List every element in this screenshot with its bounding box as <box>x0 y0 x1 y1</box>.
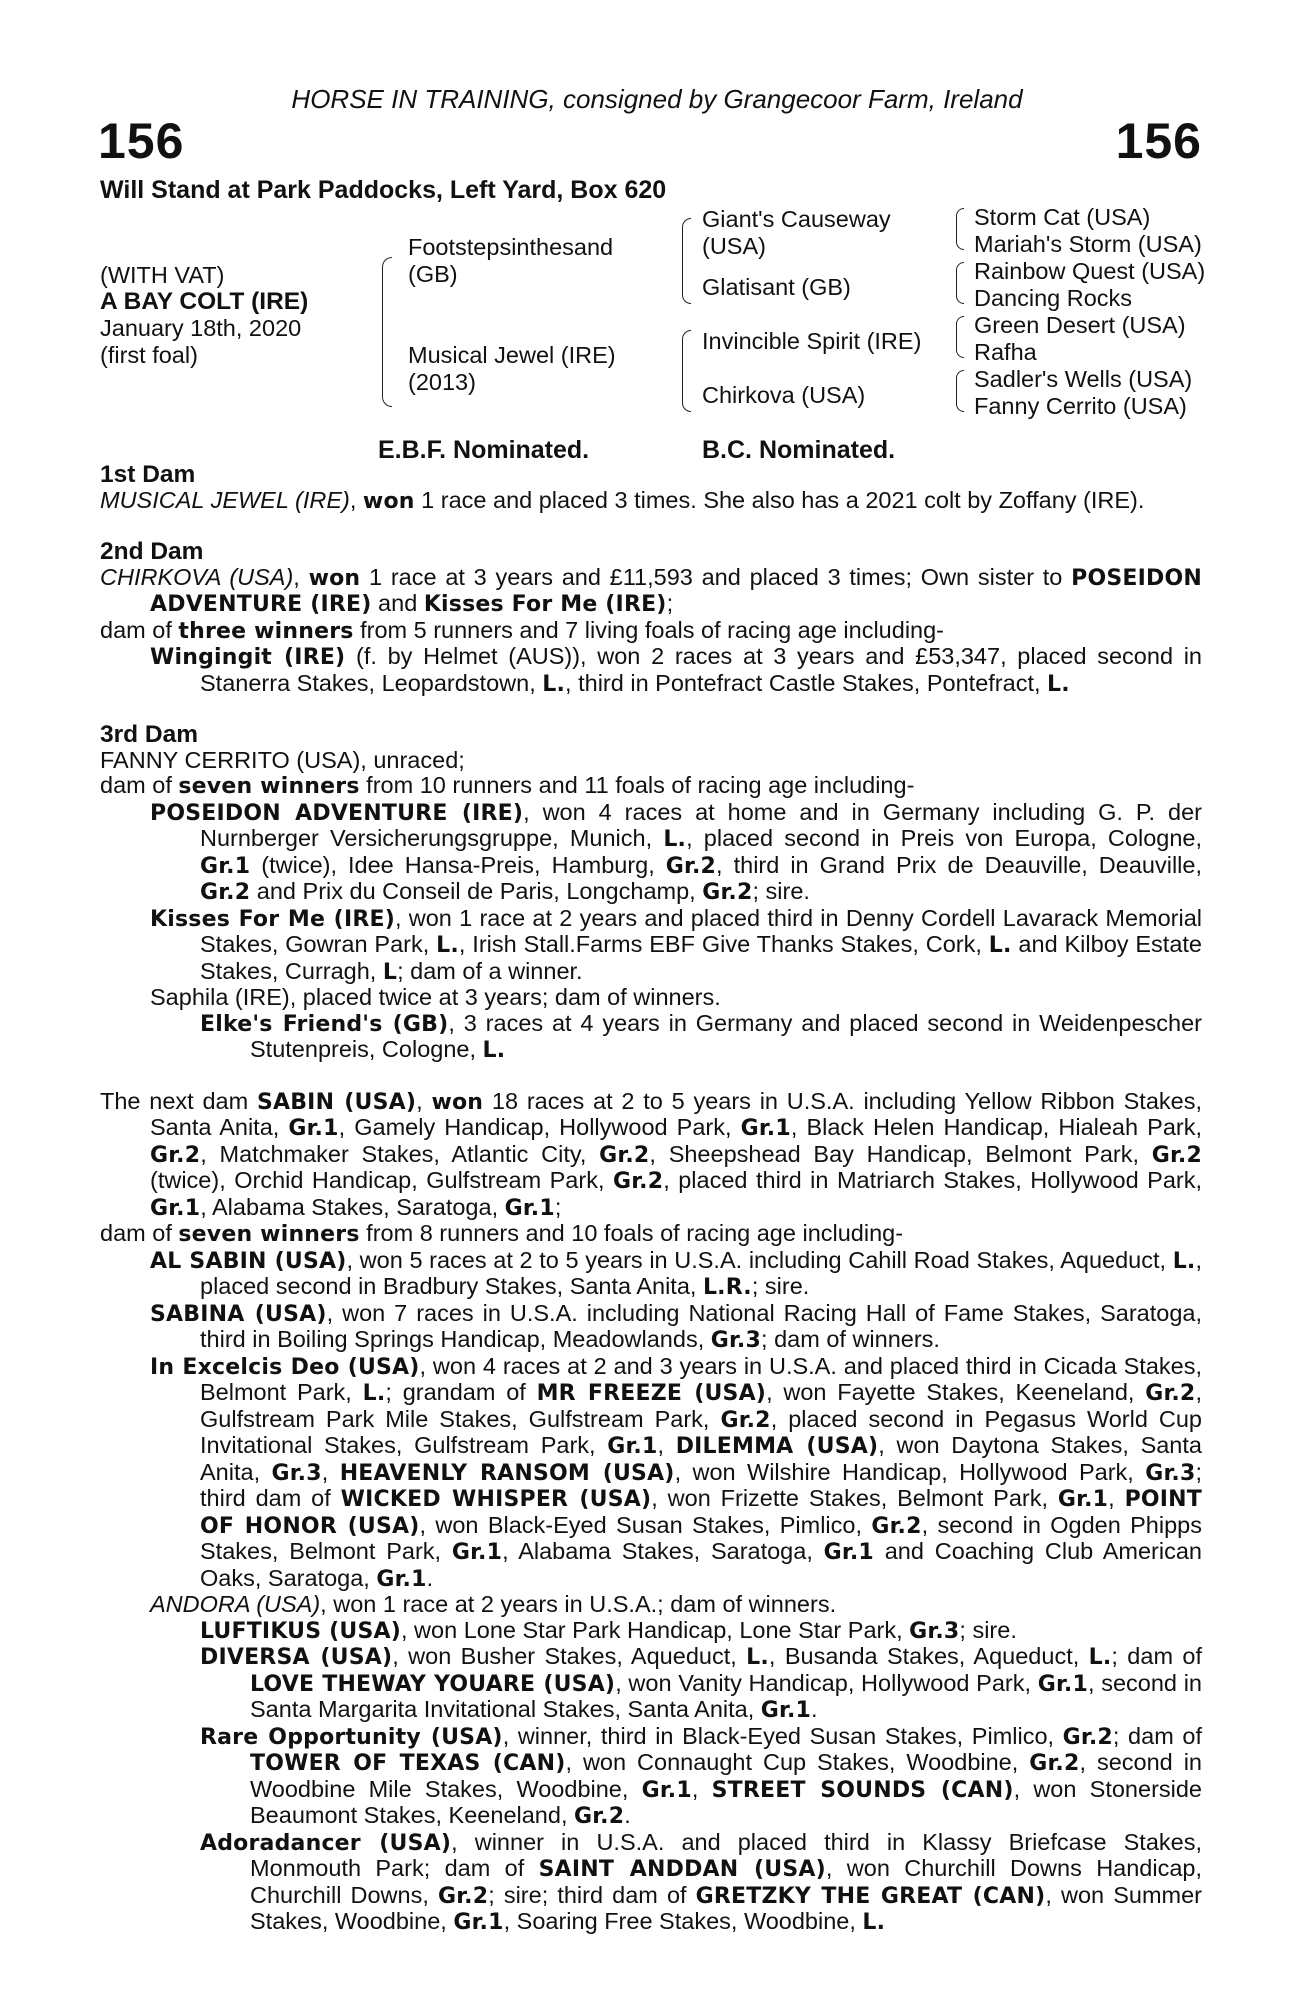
consignment-line: HORSE IN TRAINING, consigned by Grangecoor Farm, Ireland <box>291 84 1023 114</box>
text-run: , Busanda Stakes, Aqueduct, <box>768 1643 1089 1669</box>
text-run: , third in Pontefract Castle Stakes, Pontefract, <box>565 669 1048 696</box>
third-dam-heading: 3rd Dam <box>100 721 199 748</box>
italic-run: ANDORA (USA) <box>150 1591 321 1617</box>
bold-run: Gr.1 <box>451 1540 503 1565</box>
bold-run: WICKED WHISPER (USA) <box>340 1487 652 1512</box>
text-run: , 3 races at 4 years in Germany and placed second in Weidenpescher Stutenpreis, Cologne, <box>250 1009 1202 1062</box>
text-run: dam of <box>100 1220 179 1246</box>
brace-g3-1 <box>956 208 964 250</box>
sire-country: (GB) <box>408 261 458 287</box>
bold-run: POINT OF HONOR (USA) <box>200 1487 1202 1539</box>
horse-description: A BAY COLT (IRE) <box>100 288 309 315</box>
text-run: ; sire. <box>959 1616 1017 1643</box>
text-run: , Sheepshead Bay Handicap, Belmont Park, <box>649 1140 1152 1167</box>
bold-run: DIVERSA (USA) <box>200 1645 393 1670</box>
bold-run: won <box>362 488 415 514</box>
text-run: 1 race at 3 years and £11,593 and placed 3 times; Own sister to <box>360 563 1072 590</box>
text-run: , Matchmaker Stakes, Atlantic City, <box>200 1140 600 1167</box>
text-run: ; <box>666 590 674 616</box>
first-foal-note: (first foal) <box>100 342 198 368</box>
bold-run: Kisses For Me (IRE) <box>150 906 395 932</box>
text-run: , <box>293 563 309 590</box>
text-run: , won Wilshire Handicap, Hollywood Park, <box>674 1458 1146 1485</box>
bold-run: DILEMMA (USA) <box>675 1434 879 1459</box>
bold-run: Gr.2 <box>1029 1751 1080 1776</box>
bold-run: three winners <box>178 618 354 644</box>
text-run: , won Black-Eyed Susan Stakes, Pimlico, <box>419 1511 872 1538</box>
bold-run: Gr.1 <box>504 1195 555 1221</box>
next-dam-para-7 <box>100 1618 1202 1645</box>
g3-mariahs-storm: Mariah's Storm (USA) <box>974 231 1202 257</box>
text-run: , won Daytona Stakes, Santa Anita, <box>200 1432 1202 1485</box>
text-run: , won 7 races in U.S.A. including National Racing Hall of Fame Stakes, Saratoga, third in Boiling Springs Handicap, Meadowlands, <box>200 1299 1203 1352</box>
italic-run: MUSICAL JEWEL (IRE) <box>100 486 350 513</box>
bold-run: Gr.1 <box>150 1195 201 1221</box>
text-run: ; sire. <box>752 878 810 904</box>
bold-run: Gr.1 <box>740 1116 791 1141</box>
bold-run: Elke's Friend's (GB) <box>200 1011 449 1037</box>
text-run: FANNY CERRITO (USA), unraced; <box>100 746 465 773</box>
g3-rainbow-quest: Rainbow Quest (USA) <box>974 258 1206 284</box>
bold-run: L. <box>362 1381 386 1406</box>
bold-run: Gr.2 <box>150 1142 201 1168</box>
bold-run: L. <box>862 1910 886 1935</box>
text-run: and <box>371 590 424 616</box>
bold-run: won <box>431 1089 484 1115</box>
bold-run: Gr.1 <box>376 1566 427 1592</box>
text-run: , won 1 race at 2 years and placed third in Denny Cordell Lavarack Memorial Stakes, Gowran Park, <box>200 904 1202 957</box>
dam-name: Musical Jewel (IRE) <box>408 342 616 368</box>
bc-nomination: B.C. Nominated. <box>702 436 896 464</box>
text-run: Saphila (IRE), placed twice at 3 years; dam of winners. <box>150 984 721 1010</box>
text-run: and Kilboy Estate Stakes, Curragh, <box>200 931 1203 984</box>
next-dam-para-2 <box>100 1221 1202 1248</box>
bold-run: STREET SOUNDS (CAN) <box>711 1777 1014 1803</box>
bold-run: Gr.2 <box>1145 1381 1196 1406</box>
text-run: , <box>691 1775 712 1802</box>
bold-run: SABINA (USA) <box>150 1301 327 1327</box>
bold-run: L.R. <box>702 1275 752 1300</box>
text-run: , Soaring Free Stakes, Woodbine, <box>503 1908 863 1934</box>
third-dam-para-5 <box>100 985 1202 1011</box>
bold-run: Gr.1 <box>823 1540 874 1565</box>
text-run: , winner, third in Black-Eyed Susan Stakes, Pimlico, <box>502 1722 1063 1749</box>
bold-run: Gr.2 <box>871 1513 922 1539</box>
text-run: , won Busher Stakes, Aqueduct, <box>392 1643 747 1669</box>
text-run: 1 race and placed 3 times. She also has a 2021 colt by Zoffany (IRE). <box>414 486 1145 513</box>
bold-run: L <box>382 959 398 985</box>
text-run: ; sire; third dam of <box>488 1881 696 1908</box>
text-run: . <box>426 1564 434 1591</box>
bold-run: seven winners <box>178 774 360 799</box>
bold-run: POSEIDON ADVENTURE (IRE) <box>150 565 1202 617</box>
third-dam-para-4 <box>100 906 1202 986</box>
italic-run: CHIRKOVA (USA) <box>100 563 294 590</box>
text-run: (twice), Orchid Handicap, Gulfstream Park, <box>150 1167 613 1193</box>
third-dam-para-2 <box>100 773 1202 800</box>
g3-sadlers-wells: Sadler's Wells (USA) <box>974 366 1193 392</box>
text-run: , placed second in Pegasus World Cup Invitational Stakes, Gulfstream Park, <box>200 1405 1203 1458</box>
g3-storm-cat: Storm Cat (USA) <box>974 204 1151 230</box>
bold-run: Kisses For Me (IRE) <box>423 592 667 617</box>
next-dam-para-5 <box>100 1354 1202 1593</box>
bold-run: L. <box>1172 1248 1196 1274</box>
bold-run: Gr.2 <box>1062 1724 1113 1750</box>
foaling-date: January 18th, 2020 <box>100 315 302 341</box>
bold-run: GRETZKY THE GREAT (CAN) <box>695 1883 1046 1909</box>
bold-run: Gr.1 <box>200 853 251 879</box>
bold-run: won <box>308 565 361 591</box>
text-run: , won Lone Star Park Handicap, Lone Star Park, <box>401 1616 910 1643</box>
text-run: , won Connaught Cup Stakes, Woodbine, <box>565 1749 1030 1775</box>
bold-run: seven winners <box>178 1222 360 1247</box>
brace-dam <box>682 330 691 412</box>
next-dam-para-4 <box>100 1301 1202 1354</box>
text-run: , <box>416 1087 432 1114</box>
text-run: , Alabama Stakes, Saratoga, <box>200 1193 505 1220</box>
text-run: , Black Helen Handicap, Hialeah Park, <box>790 1114 1202 1140</box>
bold-run: Gr.3 <box>1145 1460 1196 1486</box>
bold-run: In Excelcis Deo (USA) <box>150 1354 420 1380</box>
text-run: , Gulfstream Park Mile Stakes, Gulfstream Park, <box>200 1379 1202 1432</box>
text-run: , won 4 races at 2 and 3 years in U.S.A. and placed third in Cicada Stakes, Belmont Park, <box>200 1352 1202 1405</box>
bold-run: Gr.2 <box>665 853 717 879</box>
bold-run: Gr.3 <box>710 1328 762 1353</box>
text-run: ; dam of winners. <box>761 1326 940 1352</box>
next-dam-para-9 <box>100 1724 1202 1830</box>
text-run: , won Summer Stakes, Woodbine, <box>250 1881 1202 1934</box>
text-run: , Alabama Stakes, Saratoga, <box>502 1538 824 1564</box>
text-run: , <box>321 1458 340 1485</box>
sire-name: Footstepsinthesand <box>408 234 614 260</box>
bold-run: L. <box>988 933 1012 958</box>
text-run: , won 4 races at home and in Germany including G. P. der Nurnberger Versicherungsgruppe, Munich, <box>200 798 1202 851</box>
text-run: ; dam of <box>1112 1722 1202 1749</box>
text-run: 18 races at 2 to 5 years in U.S.A. including Yellow Ribbon Stakes, Santa Anita, <box>150 1087 1202 1140</box>
brace-g3-2 <box>956 262 964 304</box>
bold-run: Gr.2 <box>1151 1142 1202 1168</box>
text-run: , third in Grand Prix de Deauville, Deauville, <box>716 851 1202 878</box>
bold-run: Gr.1 <box>1037 1671 1088 1697</box>
bold-run: Wingingit (IRE) <box>150 645 346 670</box>
bold-run: AL SABIN (USA) <box>150 1248 347 1274</box>
bold-run: Gr.1 <box>288 1116 339 1141</box>
text-run: , won Churchill Downs Handicap, Churchill Downs, <box>250 1855 1203 1908</box>
bold-run: SAINT ANDDAN (USA) <box>538 1857 826 1882</box>
vat-note: (WITH VAT) <box>100 262 225 288</box>
next-dam-para-3 <box>100 1248 1202 1301</box>
bold-run: Gr.1 <box>760 1698 812 1723</box>
text-run: ; <box>554 1193 562 1220</box>
text-run: (f. by Helmet (AUS)), won 2 races at 3 years and £53,347, placed second in Stanerra Stakes, Leopardstown, <box>200 643 1202 696</box>
sire-sire-country: (USA) <box>702 233 766 259</box>
bold-run: L. <box>1047 671 1070 697</box>
text-run: , placed third in Matriarch Stakes, Hollywood Park, <box>663 1167 1202 1193</box>
bold-run: Gr.2 <box>599 1142 650 1168</box>
text-run: , Irish Stall.Farms EBF Give Thanks Stakes, Cork, <box>458 931 989 957</box>
dam-sire-name: Invincible Spirit (IRE) <box>702 328 922 354</box>
bold-run: LOVE THEWAY YOUARE (USA) <box>250 1671 616 1697</box>
text-run: and Coaching Club American Oaks, Saratoga, <box>200 1538 1202 1591</box>
bold-run: Gr.1 <box>453 1910 504 1935</box>
text-run: , won 5 races at 2 to 5 years in U.S.A. including Cahill Road Stakes, Aqueduct, <box>346 1246 1173 1273</box>
bold-run: Gr.2 <box>574 1804 625 1829</box>
brace-g3-4 <box>956 370 964 412</box>
text-run: dam of <box>100 772 179 798</box>
text-run: dam of <box>100 616 179 643</box>
catalogue-body <box>100 462 1202 1936</box>
third-dam-para-1 <box>100 748 1202 774</box>
bold-run: Gr.3 <box>271 1460 322 1486</box>
text-run: . <box>811 1696 818 1722</box>
text-run: , Gamely Handicap, Hollywood Park, <box>338 1114 741 1140</box>
text-run: , <box>1108 1485 1125 1511</box>
bold-run: Gr.2 <box>437 1883 489 1909</box>
brace-sire <box>682 218 691 304</box>
text-run: , <box>349 486 363 513</box>
third-dam-para-6 <box>100 1011 1202 1064</box>
bold-run: Gr.1 <box>1057 1487 1109 1512</box>
bold-run: MR FREEZE (USA) <box>536 1381 767 1406</box>
first-dam-heading: 1st Dam <box>100 461 196 488</box>
g3-fanny-cerrito: Fanny Cerrito (USA) <box>974 393 1187 419</box>
second-dam-heading: 2nd Dam <box>100 538 204 565</box>
second-dam-para-1 <box>100 565 1202 618</box>
text-run: , placed second in Bradbury Stakes, Santa Anita, <box>200 1246 1202 1299</box>
text-run: (twice), Idee Hansa-Preis, Hamburg, <box>250 851 666 878</box>
bold-run: Rare Opportunity (USA) <box>200 1724 503 1750</box>
bold-run: Gr.2 <box>612 1169 664 1194</box>
bold-run: Adoradancer (USA) <box>200 1830 452 1856</box>
bold-run: Gr.3 <box>909 1618 960 1644</box>
text-run: from 5 runners and 7 living foals of racing age including- <box>353 616 944 643</box>
text-run: ; dam of a winner. <box>397 957 583 984</box>
bold-run: TOWER OF TEXAS (CAN) <box>250 1751 566 1776</box>
bold-run: L. <box>663 827 687 852</box>
lot-number-right: 156 <box>1115 113 1202 169</box>
text-run: , <box>657 1432 676 1458</box>
bold-run: LUFTIKUS (USA) <box>200 1618 401 1644</box>
bold-run: SABIN (USA) <box>256 1089 417 1115</box>
bold-run: L. <box>436 933 459 958</box>
brace-g3-3 <box>956 316 964 358</box>
bold-run: Gr.1 <box>607 1434 658 1459</box>
text-run: and Prix du Conseil de Paris, Longchamp, <box>250 878 703 904</box>
third-dam-para-3 <box>100 800 1202 906</box>
text-run: , second in Santa Margarita Invitational Stakes, Santa Anita, <box>250 1669 1203 1722</box>
ebf-nomination: E.B.F. Nominated. <box>378 436 590 464</box>
text-run: ; grandam of <box>385 1379 537 1405</box>
text-run: , second in Ogden Phipps Stakes, Belmont Park, <box>200 1511 1202 1564</box>
text-run: ; sire. <box>751 1273 810 1299</box>
dam-year: (2013) <box>408 369 476 395</box>
text-run: . <box>624 1802 631 1828</box>
text-run: , won Frizette Stakes, Belmont Park, <box>651 1485 1058 1511</box>
bold-run: Gr.1 <box>641 1777 692 1803</box>
first-dam-paragraph <box>100 488 1202 515</box>
next-dam-para-1 <box>100 1089 1202 1222</box>
text-run: , second in Woodbine Mile Stakes, Woodbine, <box>250 1749 1202 1802</box>
text-run: The next dam <box>100 1087 257 1114</box>
second-dam-para-2 <box>100 618 1202 645</box>
g3-dancing-rocks: Dancing Rocks <box>974 285 1133 311</box>
text-run: , won Fayette Stakes, Keeneland, <box>766 1379 1146 1405</box>
brace-main <box>382 257 392 407</box>
bold-run: Gr.2 <box>200 880 251 905</box>
second-dam-para-3 <box>100 644 1202 697</box>
bold-run: L. <box>542 671 566 697</box>
g3-green-desert: Green Desert (USA) <box>974 312 1186 338</box>
next-dam-para-8 <box>100 1644 1202 1724</box>
dam-dam-name: Chirkova (USA) <box>702 382 866 408</box>
text-run: , won Stonerside Beaumont Stakes, Keeneland, <box>250 1775 1203 1828</box>
next-dam-para-6 <box>100 1592 1202 1618</box>
bold-run: POSEIDON ADVENTURE (IRE) <box>150 800 524 826</box>
text-run: ; third dam of <box>200 1458 1203 1511</box>
bold-run: L. <box>746 1645 769 1670</box>
stand-location: Will Stand at Park Paddocks, Left Yard, Box 620 <box>100 176 667 204</box>
sire-dam-name: Glatisant (GB) <box>702 274 851 300</box>
text-run: , won 1 race at 2 years in U.S.A.; dam of winners. <box>320 1591 837 1617</box>
sire-sire-name: Giant's Causeway <box>702 206 891 232</box>
text-run: , won Vanity Handicap, Hollywood Park, <box>615 1669 1038 1696</box>
bold-run: L. <box>482 1038 506 1063</box>
bold-run: Gr.2 <box>720 1407 771 1433</box>
bold-run: L. <box>1088 1645 1112 1670</box>
lot-number-left: 156 <box>98 113 185 169</box>
text-run: from 8 runners and 10 foals of racing age including- <box>359 1220 904 1246</box>
g3-rafha: Rafha <box>974 339 1037 365</box>
text-run: , placed second in Preis von Europa, Cologne, <box>686 825 1203 851</box>
next-dam-para-10 <box>100 1830 1202 1936</box>
bold-run: HEAVENLY RANSOM (USA) <box>339 1460 675 1486</box>
text-run: , winner in U.S.A. and placed third in Klassy Briefcase Stakes, Monmouth Park; dam of <box>250 1828 1202 1881</box>
text-run: ; dam of <box>1111 1643 1202 1669</box>
bold-run: Gr.2 <box>702 880 753 905</box>
text-run: from 10 runners and 11 foals of racing age including- <box>359 772 915 798</box>
